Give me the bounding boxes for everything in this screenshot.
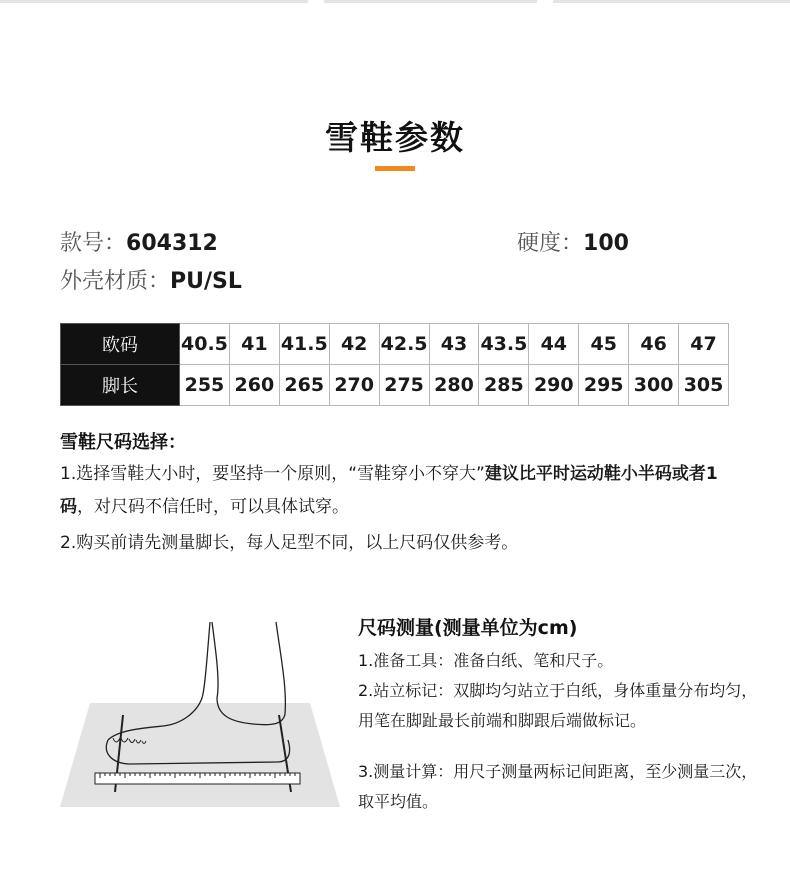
size-table: [60, 323, 729, 406]
eu-size-row: [61, 324, 729, 365]
selection-item-1: [60, 458, 750, 524]
selection-item-1-emphasis: 建议比平时运动鞋小半码或者1码: [60, 464, 718, 517]
eu-size-cell: 41.5: [279, 324, 329, 365]
spec-material-label: 外壳材质：: [60, 269, 171, 294]
ruler: [95, 773, 300, 784]
foot-length-cell: 270: [329, 365, 379, 406]
spec-model: [60, 226, 218, 257]
spec-model-value: 604312: [126, 231, 218, 256]
foot-length-cell: 285: [479, 365, 529, 406]
eu-size-cell: 47: [679, 324, 729, 365]
eu-size-cell: 46: [629, 324, 679, 365]
selection-item-1-prefix: 1.选择雪鞋大小时，要坚持一个原则，“雪鞋穿小不穿大”: [60, 464, 485, 484]
foot-measure-illustration: [55, 570, 355, 820]
eu-size-cell: 40.5: [180, 324, 230, 365]
eu-size-cell: 43: [429, 324, 479, 365]
foot-length-cell: 290: [529, 365, 579, 406]
foot-length-cell: 255: [180, 365, 230, 406]
foot-length-cell: 305: [679, 365, 729, 406]
eu-size-cell: 45: [579, 324, 629, 365]
selection-heading: 雪鞋尺码选择：: [60, 432, 186, 453]
spec-hardness-value: 100: [583, 231, 629, 256]
foot-length-cell: 265: [279, 365, 329, 406]
eu-size-cell: 44: [529, 324, 579, 365]
foot-length-cell: 295: [579, 365, 629, 406]
spec-material: [60, 264, 242, 295]
measurement-step-1: 1.准备工具：准备白纸、笔和尺子。: [358, 651, 614, 670]
measurement-step-2: 2.站立标记：双脚均匀站立于白纸，身体重量分布均匀，用笔在脚趾最长前端和脚跟后端做标记。: [358, 681, 758, 730]
spec-hardness-label: 硬度：: [517, 231, 584, 256]
spec-model-label: 款号：: [60, 231, 127, 256]
eu-size-cell: 42: [329, 324, 379, 365]
foot-length-cell: 260: [229, 365, 279, 406]
measurement-step-3: 3.测量计算：用尺子测量两标记间距离，至少测量三次，取平均值。: [358, 762, 758, 811]
eu-size-cell: 41: [229, 324, 279, 365]
top-divider: [0, 0, 790, 3]
spec-material-value: PU/SL: [170, 269, 242, 294]
title-accent-bar: [375, 166, 415, 171]
eu-size-cell: 43.5: [479, 324, 529, 365]
spec-hardness: [517, 226, 629, 257]
paper-sheet: [60, 703, 340, 807]
foot-length-cell: 280: [429, 365, 479, 406]
selection-item-1-suffix: ，对尺码不信任时，可以具体试穿。: [77, 497, 349, 517]
eu-size-cell: 42.5: [379, 324, 429, 365]
measurement-heading: 尺码测量(测量单位为cm): [358, 617, 578, 639]
selection-item-2: 2.购买前请先测量脚长，每人足型不同，以上尺码仅供参考。: [60, 533, 519, 553]
page-title: 雪鞋参数: [325, 118, 465, 157]
foot-length-header: 脚长: [61, 365, 180, 406]
foot-length-row: [61, 365, 729, 406]
eu-size-header: 欧码: [61, 324, 180, 365]
foot-length-cell: 275: [379, 365, 429, 406]
foot-length-cell: 300: [629, 365, 679, 406]
